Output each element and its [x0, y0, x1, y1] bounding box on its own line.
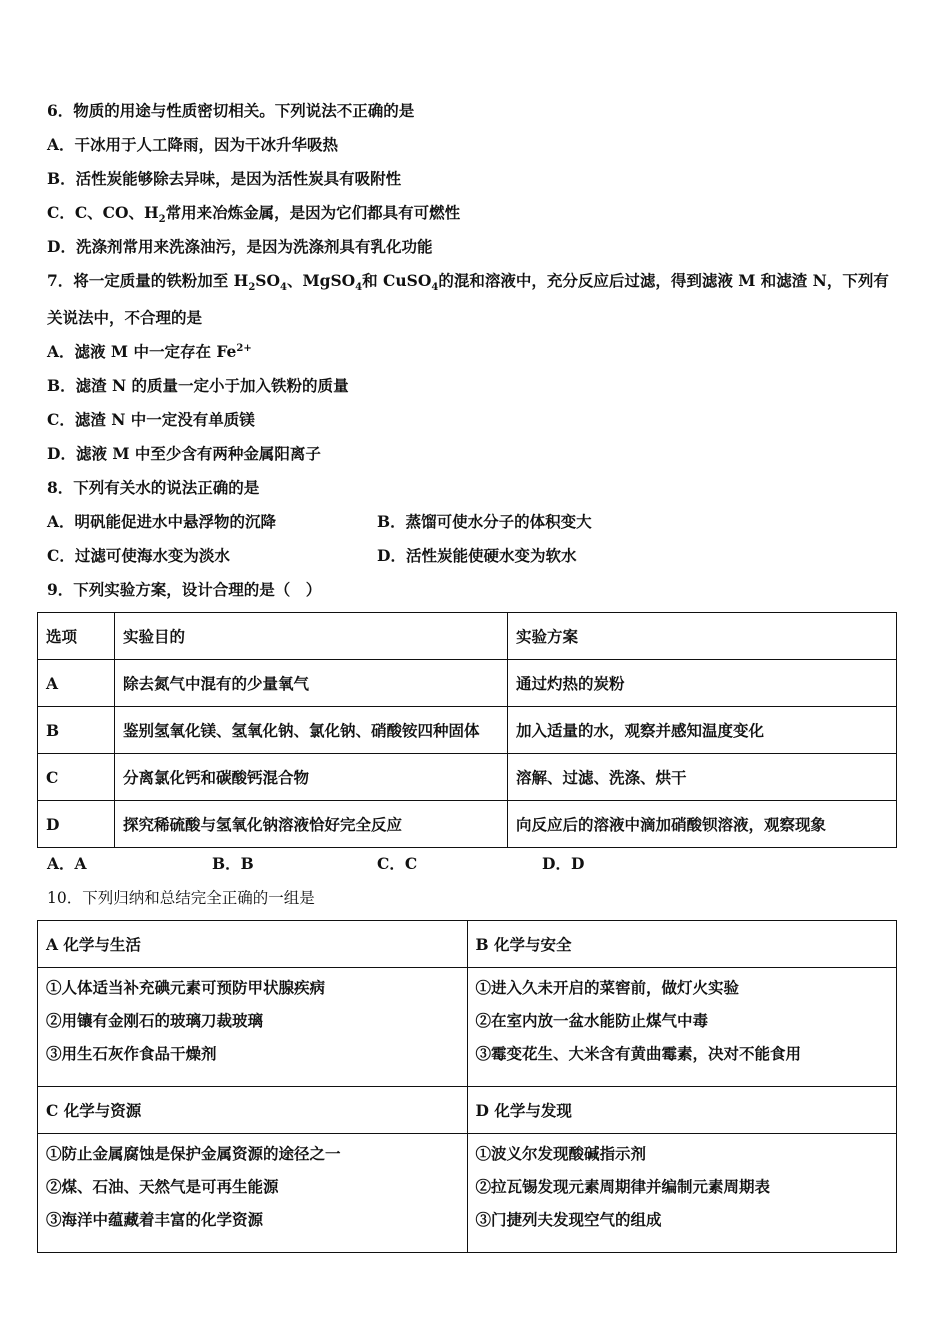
q8-option-a: A．明矾能促进水中悬浮物的沉降 — [47, 512, 277, 531]
q7-option-a — [47, 341, 910, 363]
q10-table — [37, 920, 897, 1253]
list-item: ②拉瓦锡发现元素周期律并编制元素周期表 — [475, 1177, 771, 1196]
table-row — [38, 968, 897, 1087]
q8-option-c: C．过滤可使海水变为淡水 — [47, 546, 230, 565]
q7-subscript: 2 — [248, 282, 256, 294]
q6-option-b: B．活性炭能够除去异味，是因为活性炭具有吸附性 — [47, 169, 402, 188]
q7-subscript: 4 — [431, 282, 439, 294]
q7-stem-part: 和 CuSO — [362, 271, 432, 290]
q8-option-d: D．活性炭能使硬水变为软水 — [377, 546, 577, 565]
q6-option-d: D．洗涤剂常用来洗涤油污，是因为洗涤剂具有乳化功能 — [47, 237, 433, 256]
list-item: ①防止金属腐蚀是保护金属资源的途径之一 — [46, 1144, 341, 1163]
table-cell: 通过灼热的炭粉 — [508, 660, 897, 707]
list-item: ①波义尔发现酸碱指示剂 — [475, 1144, 647, 1163]
table-row — [38, 754, 897, 801]
table-cell: 鉴别氢氧化镁、氢氧化钠、氯化钠、硝酸铵四种固体 — [115, 707, 508, 754]
table-row — [38, 1134, 897, 1253]
table-row — [38, 1087, 897, 1134]
q7-stem-part: 的混和溶液中，充分反应后过滤，得到滤液 M 和滤渣 N，下列有 — [438, 271, 889, 290]
list-item: ②用镶有金刚石的玻璃刀裁玻璃 — [46, 1011, 264, 1030]
q6-option-c-text-rest: 常用来冶炼金属，是因为它们都具有可燃性 — [165, 203, 461, 222]
group-c-items — [38, 1134, 468, 1253]
list-item: ①人体适当补充碘元素可预防甲状腺疾病 — [46, 978, 326, 997]
q7-stem-part: 、MgSO — [286, 271, 356, 290]
q7-option-d: D．滤液 M 中至少含有两种金属阳离子 — [47, 444, 321, 463]
group-b-items — [467, 968, 897, 1087]
q6-option-c — [47, 202, 910, 224]
group-a-items — [38, 968, 468, 1087]
table-cell: 探究稀硫酸与氢氧化钠溶液恰好完全反应 — [115, 801, 508, 848]
table-header-row — [38, 613, 897, 660]
q9-stem: 9．下列实验方案，设计合理的是（ ） — [47, 580, 322, 599]
group-d-items — [467, 1134, 897, 1253]
q6-option-a: A．干冰用于人工降雨，因为干冰升华吸热 — [47, 135, 339, 154]
table-header-cell: 实验目的 — [115, 613, 508, 660]
group-d-title: D 化学与发现 — [467, 1087, 897, 1134]
table-cell: B — [38, 707, 115, 754]
q6-stem: 6．物质的用途与性质密切相关。下列说法不正确的是 — [47, 101, 415, 120]
q7-stem-part: SO — [255, 271, 280, 290]
q6-option-c-subscript: 2 — [158, 214, 166, 226]
group-a-title: A 化学与生活 — [38, 921, 468, 968]
table-row — [38, 921, 897, 968]
table-cell: 向反应后的溶液中滴加硝酸钡溶液，观察现象 — [508, 801, 897, 848]
table-cell: 除去氮气中混有的少量氧气 — [115, 660, 508, 707]
table-cell: 加入适量的水，观察并感知温度变化 — [508, 707, 897, 754]
q7-stem — [47, 270, 910, 292]
list-item: ③海洋中蕴藏着丰富的化学资源 — [46, 1210, 264, 1229]
q7-option-c: C．滤渣 N 中一定没有单质镁 — [47, 410, 255, 429]
q6-option-c-text: C．C、CO、H — [47, 203, 159, 222]
q10-stem: 10．下列归纳和总结完全正确的一组是 — [47, 889, 315, 907]
table-cell: D — [38, 801, 115, 848]
group-b-title: B 化学与安全 — [467, 921, 897, 968]
q9-option-a: A．A — [47, 854, 87, 873]
list-item: ③用生石灰作食品干燥剂 — [46, 1044, 217, 1063]
table-header-cell: 选项 — [38, 613, 115, 660]
table-header-cell: 实验方案 — [508, 613, 897, 660]
q9-option-b: B．B — [212, 854, 254, 873]
q9-table — [37, 612, 897, 848]
list-item: ③门捷列夫发现空气的组成 — [475, 1210, 662, 1229]
table-cell: 溶解、过滤、洗涤、烘干 — [508, 754, 897, 801]
q7-stem-part: 7．将一定质量的铁粉加至 H — [47, 271, 249, 290]
q7-option-a-text: A．滤液 M 中一定存在 Fe — [47, 342, 237, 361]
table-cell: C — [38, 754, 115, 801]
list-item: ①进入久未开启的菜窖前，做灯火实验 — [475, 978, 740, 997]
q7-option-b: B．滤渣 N 的质量一定小于加入铁粉的质量 — [47, 376, 349, 395]
q9-option-c: C．C — [377, 854, 418, 873]
table-row — [38, 707, 897, 754]
list-item: ②煤、石油、天然气是可再生能源 — [46, 1177, 279, 1196]
table-row — [38, 660, 897, 707]
table-cell: 分离氯化钙和碳酸钙混合物 — [115, 754, 508, 801]
q7-stem-continued: 关说法中，不合理的是 — [47, 308, 203, 327]
q7-option-a-superscript: 2+ — [236, 342, 252, 354]
group-c-title: C 化学与资源 — [38, 1087, 468, 1134]
q7-subscript: 4 — [280, 282, 287, 294]
q8-option-b: B．蒸馏可使水分子的体积变大 — [377, 512, 592, 531]
q9-option-d: D．D — [542, 854, 585, 873]
list-item: ②在室内放一盆水能防止煤气中毒 — [475, 1011, 709, 1030]
table-row — [38, 801, 897, 848]
q8-stem: 8．下列有关水的说法正确的是 — [47, 478, 260, 497]
table-cell: A — [38, 660, 115, 707]
q7-subscript: 4 — [355, 282, 363, 294]
list-item: ③霉变花生、大米含有黄曲霉素，决对不能食用 — [475, 1044, 802, 1063]
